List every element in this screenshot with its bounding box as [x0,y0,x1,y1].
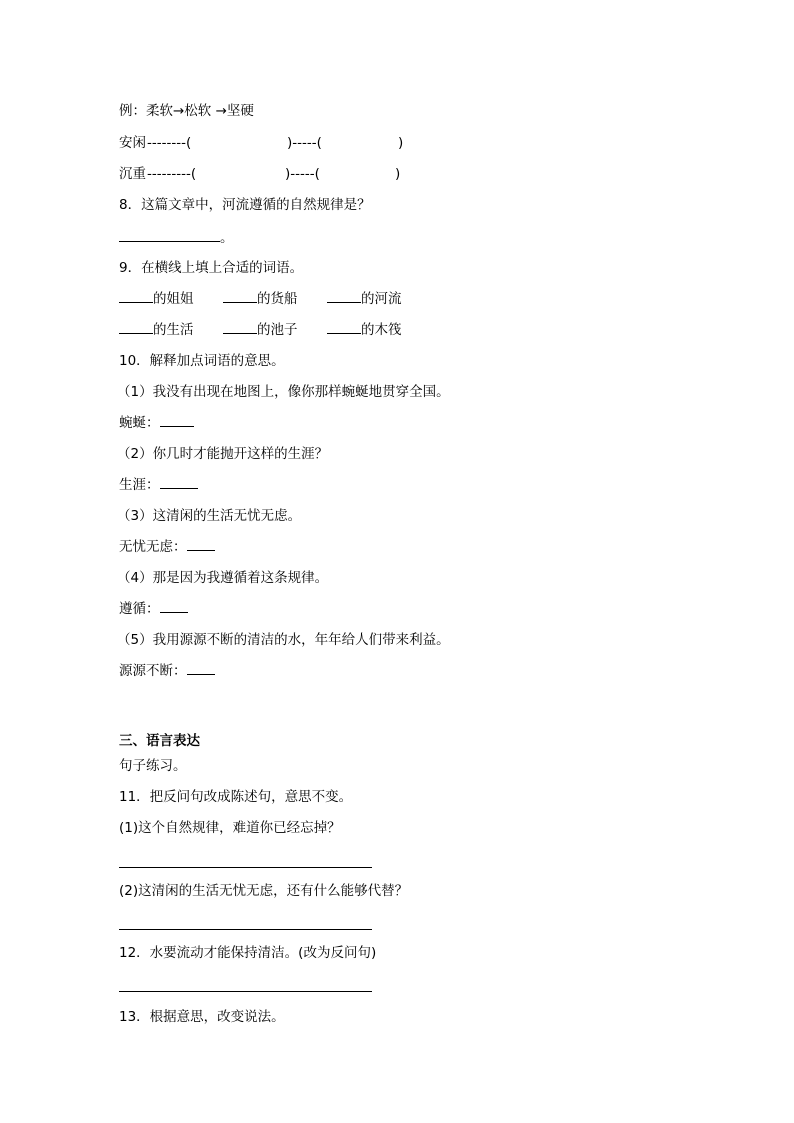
q11-sentence-2: (2)这清闲的生活无忧无虑，还有什么能够代替？ [119,883,409,899]
q10-answer-1 [119,414,194,432]
q10-sentence-1: （1）我没有出现在地图上，像你那样蜿蜒地贯穿全国。 [117,384,450,400]
antonym-close: ) [398,135,404,151]
answer-blank[interactable] [160,414,194,427]
q10-answer-3 [119,538,215,556]
answer-blank[interactable] [160,600,188,613]
fill-word: 的木筏 [361,322,402,338]
fill-blank[interactable] [327,290,361,303]
fill-word: 的货船 [257,291,298,307]
q10-sentence-4: （4）那是因为我遵循着这条规律。 [117,570,329,586]
antonym-open: --------( [147,135,192,151]
q10-answer-2 [119,476,198,494]
fill-blank[interactable] [119,321,153,334]
question-10: 10．解释加点词语的意思。 [119,353,285,369]
antonym-word: 沉重 [119,166,146,182]
q10-answer-4 [119,600,188,618]
answer-blank[interactable] [119,229,220,242]
question-9: 9．在横线上填上合适的词语。 [119,260,304,276]
fill-word: 的池子 [257,322,298,338]
example-line: 例：柔软→松软 →坚硬 [119,103,254,119]
section-subtitle: 句子练习。 [119,758,187,774]
antonym-open: ---------( [147,166,197,182]
question-8: 8．这篇文章中，河流遵循的自然规律是？ [119,197,371,213]
question-11: 11．把反问句改成陈述句，意思不变。 [119,789,353,805]
answer-line[interactable] [119,867,372,868]
antonym-word: 安闲 [119,135,146,151]
antonym-close: ) [395,166,401,182]
fill-word: 的河流 [361,291,402,307]
fill-word: 的姐姐 [153,291,194,307]
section-heading: 三、语言表达 [119,733,200,749]
question-12: 12．水要流动才能保持清洁。(改为反问句) [119,945,377,961]
answer-blank[interactable] [187,662,215,675]
q10-sentence-2: （2）你几时才能抛开这样的生涯？ [117,446,329,462]
q10-word: 无忧无虑： [119,539,187,555]
answer-line[interactable] [119,991,372,992]
q11-sentence-1: (1)这个自然规律，难道你已经忘掉？ [119,820,341,836]
fill-blank[interactable] [119,290,153,303]
answer-blank[interactable] [160,476,198,489]
question-13: 13．根据意思，改变说法。 [119,1009,285,1025]
fill-blank[interactable] [223,290,257,303]
antonym-mid: )-----( [285,166,320,182]
answer-blank[interactable] [187,538,215,551]
fill-blank[interactable] [327,321,361,334]
q10-word: 源源不断： [119,663,187,679]
q10-word: 生涯： [119,477,160,493]
fill-word: 的生活 [153,322,194,338]
q10-word: 蜿蜒： [119,415,160,431]
q10-word: 遵循： [119,601,160,617]
q10-answer-5 [119,662,215,680]
q10-sentence-3: （3）这清闲的生活无忧无虑。 [117,508,302,524]
fill-blank[interactable] [223,321,257,334]
period: 。 [220,230,234,246]
q10-sentence-5: （5）我用源源不断的清洁的水，年年给人们带来利益。 [117,632,450,648]
question-8-answer [119,229,234,247]
antonym-mid: )-----( [287,135,322,151]
answer-line[interactable] [119,929,372,930]
